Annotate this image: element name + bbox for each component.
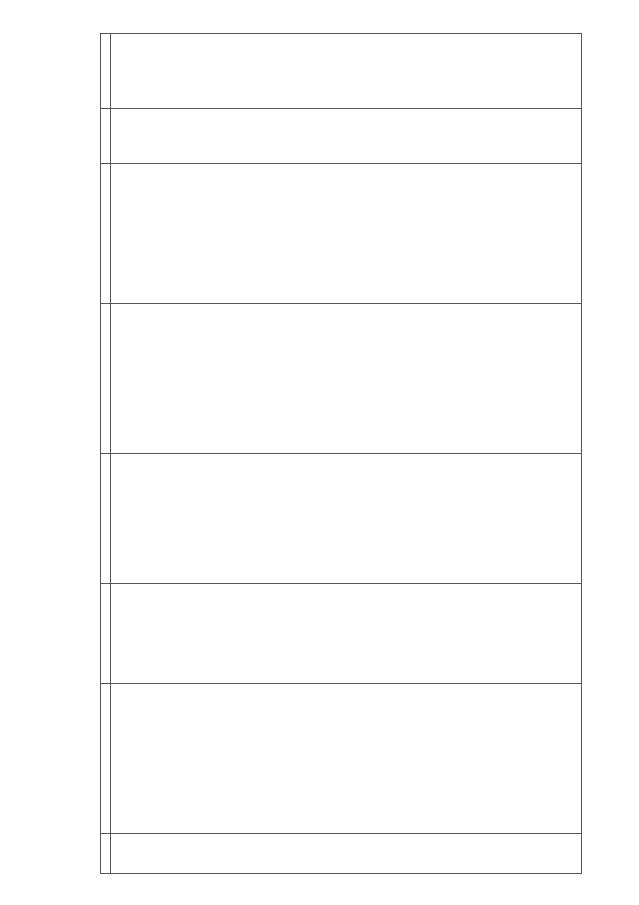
column-number — [101, 164, 111, 304]
column-number — [101, 684, 111, 834]
column-number — [101, 109, 111, 164]
register-table — [100, 33, 582, 874]
column-number — [101, 34, 111, 109]
column-number — [101, 304, 111, 454]
rotated-table-area — [100, 34, 582, 874]
column-number-row — [101, 34, 111, 874]
table-cell — [111, 164, 582, 304]
table-cell — [111, 584, 582, 684]
table-cell — [111, 684, 582, 834]
column-number — [101, 834, 111, 874]
table-cell — [111, 304, 582, 454]
table-cell — [111, 454, 582, 584]
table-row — [111, 34, 582, 874]
table-cell — [111, 34, 582, 109]
column-number — [101, 454, 111, 584]
column-number — [101, 584, 111, 684]
table-cell — [111, 109, 582, 164]
table-cell — [111, 834, 582, 874]
